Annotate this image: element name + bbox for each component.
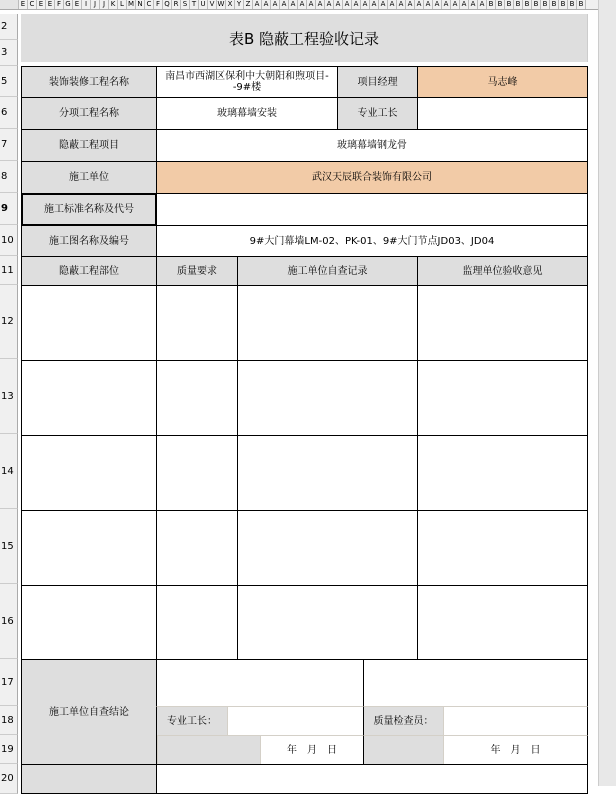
drawing-label: 施工图名称及编号 (21, 225, 157, 257)
record-cell[interactable] (237, 510, 418, 586)
column-header[interactable]: A (442, 0, 451, 9)
header-quality: 质量要求 (156, 256, 238, 286)
column-header[interactable]: E (73, 0, 82, 9)
row20-label (21, 764, 157, 794)
row-header[interactable]: 13 (0, 359, 18, 434)
inspector-date[interactable]: 年 月 日 (443, 735, 588, 765)
row-header[interactable]: 12 (0, 285, 18, 359)
row-header[interactable]: 7 (0, 129, 18, 161)
inspector-sign-label: 质量检查员： (363, 706, 444, 736)
column-header[interactable]: A (460, 0, 469, 9)
project-name-cell[interactable]: 南昌市西湖区保利中大朝阳和煦项目--9#楼 (156, 66, 338, 98)
column-header-bar (0, 0, 598, 10)
column-header[interactable]: Q (163, 0, 172, 9)
column-header[interactable]: S (181, 0, 190, 9)
row-header[interactable]: 18 (0, 706, 18, 735)
row-header[interactable]: 8 (0, 161, 18, 193)
column-header[interactable]: B (541, 0, 550, 9)
record-cell[interactable] (237, 285, 418, 361)
project-name-label: 装饰装修工程名称 (21, 66, 157, 98)
column-header[interactable]: A (379, 0, 388, 9)
subproject-label: 分项工程名称 (21, 97, 157, 130)
column-header[interactable]: A (469, 0, 478, 9)
foreman-date-blank[interactable] (157, 735, 261, 765)
row-header[interactable]: 16 (0, 584, 18, 659)
row-header[interactable]: 15 (0, 509, 18, 584)
column-header[interactable]: B (550, 0, 559, 9)
record-cell[interactable] (156, 510, 238, 586)
record-cell[interactable] (417, 360, 588, 436)
conclusion-label: 施工单位自查结论 (21, 659, 157, 765)
standard-cell[interactable] (156, 193, 588, 226)
conclusion-cell-left[interactable] (156, 659, 364, 707)
column-header[interactable]: B (568, 0, 577, 9)
foreman-label: 专业工长 (337, 97, 418, 130)
foreman-sign-cell[interactable] (227, 706, 364, 736)
record-cell[interactable] (156, 585, 238, 661)
column-header[interactable]: X (226, 0, 235, 9)
column-header[interactable]: J (91, 0, 100, 9)
column-header[interactable]: A (424, 0, 433, 9)
column-header[interactable]: C (145, 0, 154, 9)
inspector-sign-cell[interactable] (443, 706, 588, 736)
header-supervision: 监理单位验收意见 (417, 256, 588, 286)
column-header[interactable]: A (271, 0, 280, 9)
column-header[interactable]: U (199, 0, 208, 9)
column-header[interactable]: A (415, 0, 424, 9)
column-header[interactable]: A (397, 0, 406, 9)
manager-label: 项目经理 (337, 66, 418, 98)
row-header[interactable]: 17 (0, 659, 18, 706)
record-cell[interactable] (156, 285, 238, 361)
column-header[interactable]: W (217, 0, 225, 8)
record-cell[interactable] (237, 360, 418, 436)
foreman-cell[interactable] (417, 97, 588, 130)
record-cell[interactable] (417, 435, 588, 511)
column-header[interactable]: A (433, 0, 442, 9)
column-header[interactable]: B (514, 0, 523, 9)
column-header[interactable]: T (190, 0, 199, 9)
vertical-scrollbar[interactable] (598, 0, 616, 786)
column-header[interactable]: Y (235, 0, 244, 9)
record-cell[interactable] (237, 435, 418, 511)
row-header[interactable]: 10 (0, 225, 18, 256)
column-header[interactable]: A (352, 0, 361, 9)
hidden-item-label: 隐蔽工程项目 (21, 129, 157, 162)
contractor-cell[interactable]: 武汉天辰联合装饰有限公司 (156, 161, 588, 194)
column-header[interactable]: A (307, 0, 316, 9)
record-cell[interactable] (156, 360, 238, 436)
column-header[interactable]: N (136, 0, 145, 9)
column-header[interactable]: B (523, 0, 532, 9)
record-cell[interactable] (417, 285, 588, 361)
select-all-corner[interactable] (0, 0, 19, 9)
column-header[interactable]: A (388, 0, 397, 9)
column-header[interactable]: G (64, 0, 73, 9)
inspector-date-blank[interactable] (363, 735, 444, 765)
column-header[interactable]: V (208, 0, 217, 9)
conclusion-cell-right[interactable] (363, 659, 588, 707)
column-header[interactable]: F (154, 0, 163, 9)
column-header[interactable]: A (262, 0, 271, 9)
row-header[interactable]: 2 (0, 14, 18, 40)
column-header[interactable]: B (532, 0, 541, 9)
column-header[interactable]: A (289, 0, 298, 9)
column-header[interactable]: A (334, 0, 343, 9)
record-cell[interactable] (21, 510, 157, 586)
row-header[interactable]: 20 (0, 764, 18, 794)
row-header[interactable]: 11 (0, 256, 18, 285)
column-header[interactable]: C (28, 0, 37, 9)
row-header[interactable]: 19 (0, 735, 18, 764)
standard-label-selected[interactable]: 施工标准名称及代号 (21, 193, 157, 226)
column-header[interactable]: B (577, 0, 586, 9)
record-cell[interactable] (417, 510, 588, 586)
record-cell[interactable] (21, 285, 157, 361)
column-header[interactable]: I (82, 0, 91, 9)
column-header[interactable]: A (451, 0, 460, 9)
foreman-sign-label: 专业工长： (157, 706, 228, 736)
column-header[interactable]: B (496, 0, 505, 9)
column-header[interactable]: A (370, 0, 379, 9)
manager-cell[interactable]: 马志峰 (417, 66, 588, 98)
record-cell[interactable] (417, 585, 588, 661)
column-header[interactable]: A (316, 0, 325, 9)
header-self-check: 施工单位自查记录 (237, 256, 418, 286)
column-header[interactable]: B (559, 0, 568, 9)
record-cell[interactable] (237, 585, 418, 661)
drawing-cell[interactable]: 9#大门幕墙LM-02、PK-01、9#大门节点JD03、JD04 (156, 225, 588, 257)
column-header[interactable]: F (55, 0, 64, 9)
column-header[interactable]: E (37, 0, 46, 9)
column-header[interactable]: A (298, 0, 307, 9)
subproject-cell[interactable]: 玻璃幕墙安装 (156, 97, 338, 130)
column-header[interactable]: A (406, 0, 415, 9)
foreman-date[interactable]: 年 月 日 (260, 735, 364, 765)
column-header[interactable]: L (118, 0, 127, 9)
record-cell[interactable] (21, 585, 157, 661)
sheet-title: 表B 隐蔽工程验收记录 (21, 14, 588, 62)
record-cell[interactable] (156, 435, 238, 511)
column-header[interactable]: J (100, 0, 109, 9)
record-cell[interactable] (21, 360, 157, 436)
column-header[interactable]: A (343, 0, 352, 9)
header-location: 隐蔽工程部位 (21, 256, 157, 286)
column-header[interactable]: A (478, 0, 487, 9)
column-header[interactable]: A (361, 0, 370, 9)
column-header[interactable]: B (487, 0, 496, 9)
row-header[interactable]: 14 (0, 434, 18, 509)
row-header[interactable]: 6 (0, 97, 18, 129)
contractor-label: 施工单位 (21, 161, 157, 194)
column-header[interactable]: E (46, 0, 55, 9)
row-header[interactable]: 5 (0, 66, 18, 97)
row-header[interactable]: 3 (0, 40, 18, 66)
column-header[interactable]: E (19, 0, 28, 9)
column-header[interactable]: K (109, 0, 118, 9)
column-header[interactable]: A (325, 0, 334, 9)
record-cell[interactable] (21, 435, 157, 511)
row20-cell[interactable] (156, 764, 588, 794)
column-header[interactable]: B (505, 0, 514, 9)
column-header[interactable]: M (127, 0, 135, 8)
column-header[interactable]: A (280, 0, 289, 9)
column-header[interactable]: Z (244, 0, 253, 9)
row-header[interactable]: 9 (0, 193, 18, 225)
column-header[interactable]: A (253, 0, 262, 9)
hidden-item-cell[interactable]: 玻璃幕墙钢龙骨 (156, 129, 588, 162)
column-header[interactable]: R (172, 0, 181, 9)
